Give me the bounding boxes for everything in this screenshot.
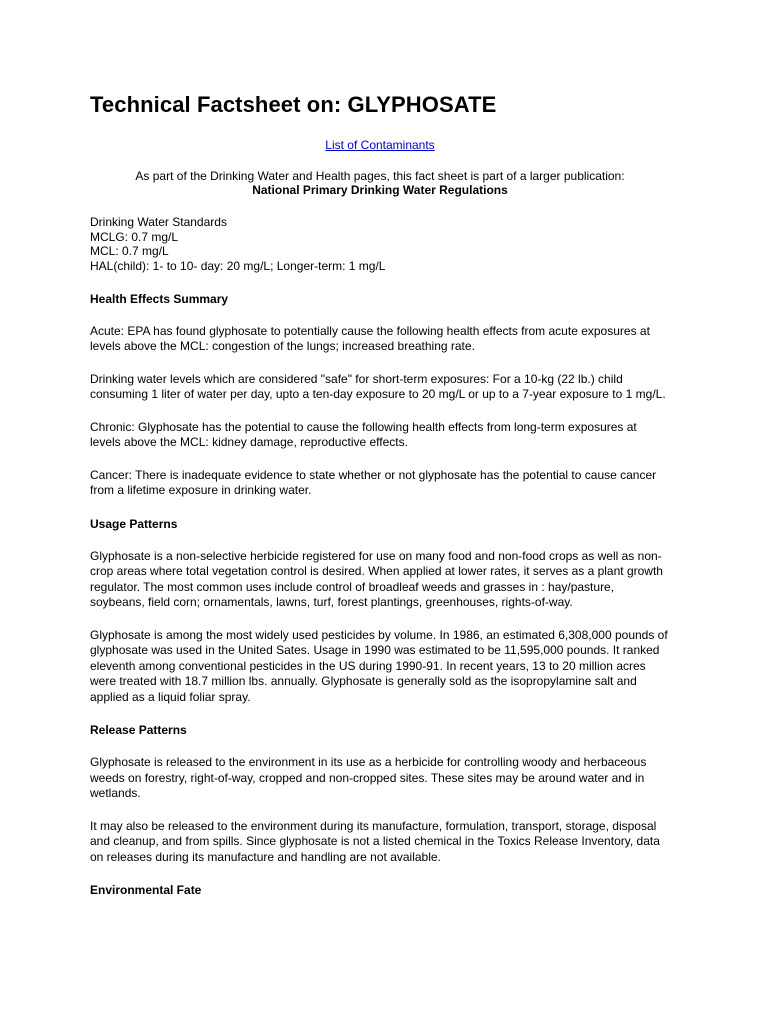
drinking-water-standards xyxy=(90,215,670,274)
health-effects-heading: Health Effects Summary xyxy=(90,291,229,306)
factsheet-page xyxy=(90,88,670,897)
release-patterns-heading: Release Patterns xyxy=(90,723,187,738)
release-paragraph-2: It may also be released to the environment during its manufacture, formulation, transport, storage, disposal and cleanup, and from spills. Since glyphosate is not a listed chemical in the Toxics Release Inventory, data on releases during its manufacture and handling are not available. xyxy=(90,818,660,864)
usage-patterns-heading: Usage Patterns xyxy=(90,516,178,531)
cancer-paragraph: Cancer: There is inadequate evidence to state whether or not glyphosate has the potential to cause cancer from a lifetime exposure in drinking water. xyxy=(90,467,657,498)
mclg-value: MCLG: 0.7 mg/L xyxy=(90,229,179,244)
environmental-fate-heading: Environmental Fate xyxy=(90,883,202,898)
mcl-value: MCL: 0.7 mg/L xyxy=(90,244,169,259)
page-title: Technical Factsheet on: GLYPHOSATE xyxy=(90,92,497,117)
release-paragraph-1: Glyphosate is released to the environment in its use as a herbicide for controlling woody and herbaceous weeds on forestry, right-of-way, cropped and non-cropped sites. These sites may be around water and in wetlands. xyxy=(90,755,647,801)
hal-value: HAL(child): 1- to 10- day: 20 mg/L; Longer-term: 1 mg/L xyxy=(90,259,386,274)
intro-block xyxy=(90,169,670,197)
chronic-effects-paragraph: Chronic: Glyphosate has the potential to cause the following health effects from long-term exposures at levels above the MCL: kidney damage, reproductive effects. xyxy=(90,419,637,450)
standards-heading: Drinking Water Standards xyxy=(90,215,227,229)
publication-name: National Primary Drinking Water Regulations xyxy=(252,183,508,197)
usage-paragraph-1: Glyphosate is a non-selective herbicide registered for use on many food and non-food crops as well as non-crop areas where total vegetation control is desired. When applied at lower rates, it serves as a plant growth regulator. The most common uses include control of broadleaf weeds and grasses in : hay/pasture, soybeans, field corn; ornamentals, lawns, turf, forest plantings, greenhouses, rights-of-way. xyxy=(90,548,663,610)
list-of-contaminants-link[interactable]: List of Contaminants xyxy=(325,138,435,152)
usage-paragraph-2: Glyphosate is among the most widely used pesticides by volume. In 1986, an estimated 6,308,000 pounds of glyphosate was used in the United Sates. Usage in 1990 was estimated to be 11,595,000 pounds. It ranked eleventh among conventional pesticides in the US during 1990-91. In recent years, 13 to 20 million acres were treated with 18.7 million lbs. annually. Glyphosate is generally sold as the isopropylamine salt and applied as a liquid foliar spray. xyxy=(90,627,668,704)
acute-effects-paragraph: Acute: EPA has found glyphosate to potentially cause the following health effects from acute exposures at levels above the MCL: congestion of the lungs; increased breathing rate. xyxy=(90,323,650,354)
safe-levels-paragraph: Drinking water levels which are considered "safe" for short-term exposures: For a 10-kg (22 lb.) child consuming 1 liter of water per day, upto a ten-day exposure to 20 mg/L or up to a 7-year exposure to 1 mg/L. xyxy=(90,371,666,402)
intro-text: As part of the Drinking Water and Health pages, this fact sheet is part of a larger publication: xyxy=(135,169,625,183)
contaminants-link-row xyxy=(90,138,670,152)
